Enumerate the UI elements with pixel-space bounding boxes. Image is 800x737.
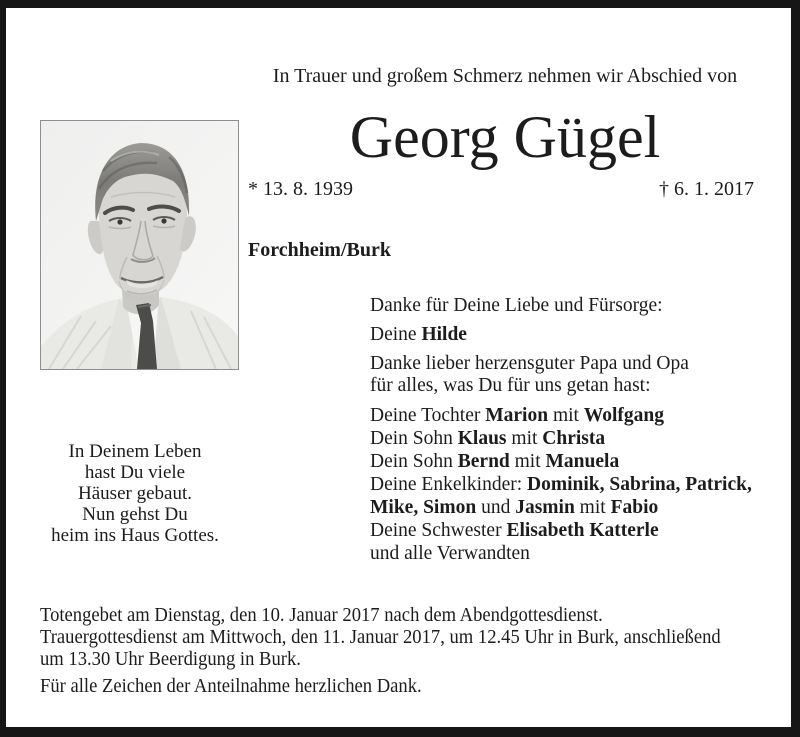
- epitaph-line-4: Nun gehst Du: [82, 504, 188, 525]
- epitaph-line-2: hast Du viele: [84, 462, 186, 483]
- service-notices: [40, 604, 780, 697]
- family-line-son-2: Dein Sohn Bernd mit Manuela: [370, 451, 620, 472]
- thanks-papa: [370, 353, 790, 397]
- family-line-son-1: Dein Sohn Klaus mit Christa: [370, 428, 606, 449]
- residence: Forchheim/Burk: [248, 239, 391, 261]
- family-line-sister: Deine Schwester Elisabeth Katterle: [370, 520, 659, 541]
- thanks-spouse-intro: Danke für Deine Liebe und Fürsorge:: [370, 295, 663, 316]
- family-line-grandchildren-2: Mike, Simon und Jasmin mit Fabio: [370, 497, 659, 518]
- birth-date: * 13. 8. 1939: [248, 178, 353, 200]
- portrait-image: [41, 121, 238, 369]
- family-list: [370, 404, 790, 565]
- deceased-name: Georg Gügel: [349, 104, 661, 170]
- notice-trauergottesdienst-2: um 13.30 Uhr Beerdigung in Burk.: [40, 648, 301, 670]
- life-dates: [248, 177, 754, 201]
- epitaph-line-3: Häuser gebaut.: [78, 483, 192, 504]
- obituary-page: [6, 8, 791, 727]
- epitaph-line-1: In Deinem Leben: [68, 441, 202, 462]
- epitaph-line-5: heim ins Haus Gottes.: [51, 525, 219, 546]
- spouse-line: Deine Hilde: [370, 324, 467, 345]
- death-date: † 6. 1. 2017: [659, 178, 754, 200]
- notice-totengebet: Totengebet am Dienstag, den 10. Januar 2017 nach dem Abendgottesdienst.: [40, 604, 603, 626]
- family-line-daughter: Deine Tochter Marion mit Wolfgang: [370, 405, 665, 426]
- intro-line: In Trauer und großem Schmerz nehmen wir Abschied von: [272, 65, 738, 87]
- tribute-block: [370, 295, 790, 565]
- epitaph-verse: [30, 441, 240, 546]
- family-line-grandchildren-1: Deine Enkelkinder: Dominik, Sabrina, Patrick,: [370, 474, 752, 495]
- portrait-photo: [40, 120, 239, 370]
- thanks-papa-line-1: Danke lieber herzensguter Papa und Opa: [370, 353, 689, 374]
- notice-thanks: Für alle Zeichen der Anteilnahme herzlichen Dank.: [40, 675, 422, 697]
- thanks-papa-line-2: für alles, was Du für uns getan hast:: [370, 375, 651, 396]
- notice-trauergottesdienst-1: Trauergottesdienst am Mittwoch, den 11. Januar 2017, um 12.45 Uhr in Burk, anschließend: [40, 626, 721, 648]
- family-line-relatives: und alle Verwandten: [370, 543, 530, 564]
